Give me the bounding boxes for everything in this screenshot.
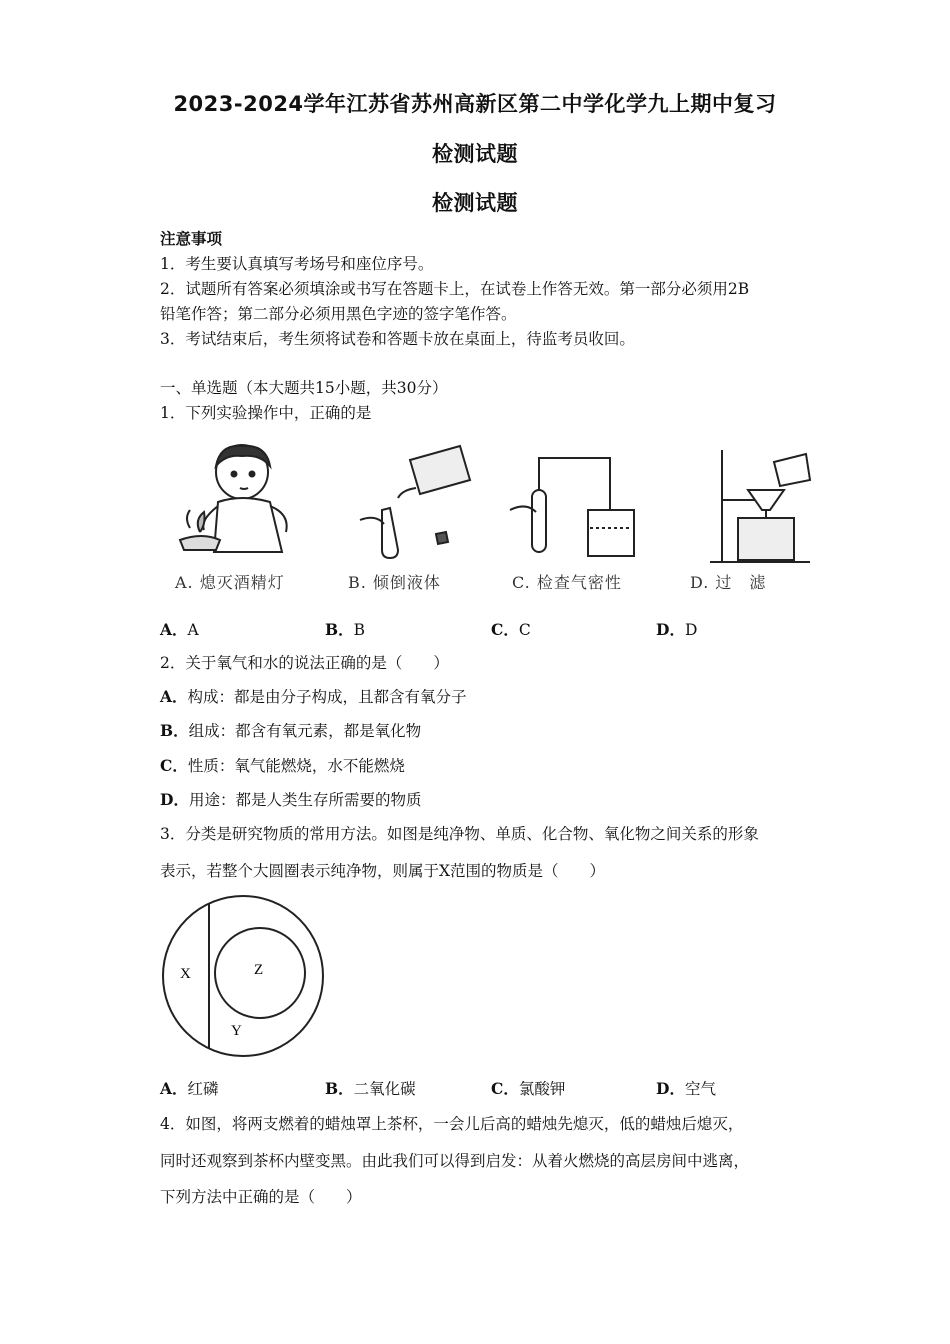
figure-b-pouring — [360, 446, 470, 558]
figure-a-caption: A. 熄灭酒精灯 — [175, 573, 285, 592]
figure-c-airtight — [510, 458, 634, 556]
page-subtitle-repeat: 检测试题 — [432, 191, 518, 215]
classification-diagram — [160, 893, 330, 1063]
notice-item: 1．考生要认真填写考场号和座位序号。 — [160, 255, 434, 273]
question-1-stem: 1．下列实验操作中，正确的是 — [160, 404, 372, 422]
question-3-stem: 3．分类是研究物质的常用方法。如图是纯净物、单质、化合物、氧化物之间关系的形象 — [160, 825, 759, 843]
q3-option-d[interactable]: D．空气 — [656, 1079, 716, 1098]
q3-option-b[interactable]: B．二氧化碳 — [325, 1079, 416, 1098]
question-3-stem: 表示，若整个大圆圈表示纯净物，则属于X范围的物质是（ ） — [160, 862, 606, 880]
notice-item: 3．考试结束后，考生须将试卷和答题卡放在桌面上，待监考员收回。 — [160, 330, 635, 348]
diagram-label-x: X — [180, 966, 191, 982]
page-title: 2023-2024学年江苏省苏州高新区第二中学化学九上期中复习 — [173, 92, 777, 116]
q1-option-d[interactable]: D．D — [656, 620, 698, 639]
figure-d-filtering — [710, 450, 810, 562]
question-4-stem: 同时还观察到茶杯内壁变黑。由此我们可以得到启发：从着火燃烧的高层房间中逃离， — [160, 1152, 750, 1170]
figure-c-caption: C. 检查气密性 — [512, 573, 622, 592]
q2-option-b[interactable]: B．组成：都含有氧元素，都是氧化物 — [160, 721, 422, 740]
q2-option-c[interactable]: C．性质：氧气能燃烧，水不能燃烧 — [160, 756, 405, 775]
section-heading: 一、单选题（本大题共15小题，共30分） — [160, 379, 448, 397]
q2-option-d[interactable]: D．用途：都是人类生存所需要的物质 — [160, 790, 422, 809]
figure-a-boy-lamp — [180, 445, 287, 552]
notice-item: 铅笔作答；第二部分必须用黑色字迹的签字笔作答。 — [160, 305, 517, 323]
q1-option-a[interactable]: A．A — [160, 620, 199, 639]
figure-b-caption: B. 倾倒液体 — [348, 573, 441, 592]
q3-option-a[interactable]: A．红磷 — [160, 1079, 219, 1098]
notice-item: 2．试题所有答案必须填涂或书写在答题卡上，在试卷上作答无效。第一部分必须用2B — [160, 280, 750, 298]
q1-option-b[interactable]: B．B — [325, 620, 365, 639]
q3-option-c[interactable]: C．氯酸钾 — [491, 1079, 566, 1098]
diagram-label-y: Y — [231, 1023, 242, 1039]
lab-operations-figure — [170, 440, 830, 570]
figure-d-caption: D. 过 滤 — [690, 573, 767, 592]
question-4-stem: 4．如图，将两支燃着的蜡烛罩上茶杯，一会儿后高的蜡烛先熄灭，低的蜡烛后熄灭， — [160, 1115, 744, 1133]
question-4-stem: 下列方法中正确的是（ ） — [160, 1188, 362, 1206]
diagram-label-z: Z — [254, 962, 264, 978]
notice-heading: 注意事项 — [160, 229, 223, 248]
question-2-stem: 2．关于氧气和水的说法正确的是（ ） — [160, 654, 449, 672]
page-subtitle: 检测试题 — [432, 142, 518, 166]
q1-option-c[interactable]: C．C — [491, 620, 531, 639]
q2-option-a[interactable]: A．构成：都是由分子构成，且都含有氧分子 — [160, 687, 467, 706]
